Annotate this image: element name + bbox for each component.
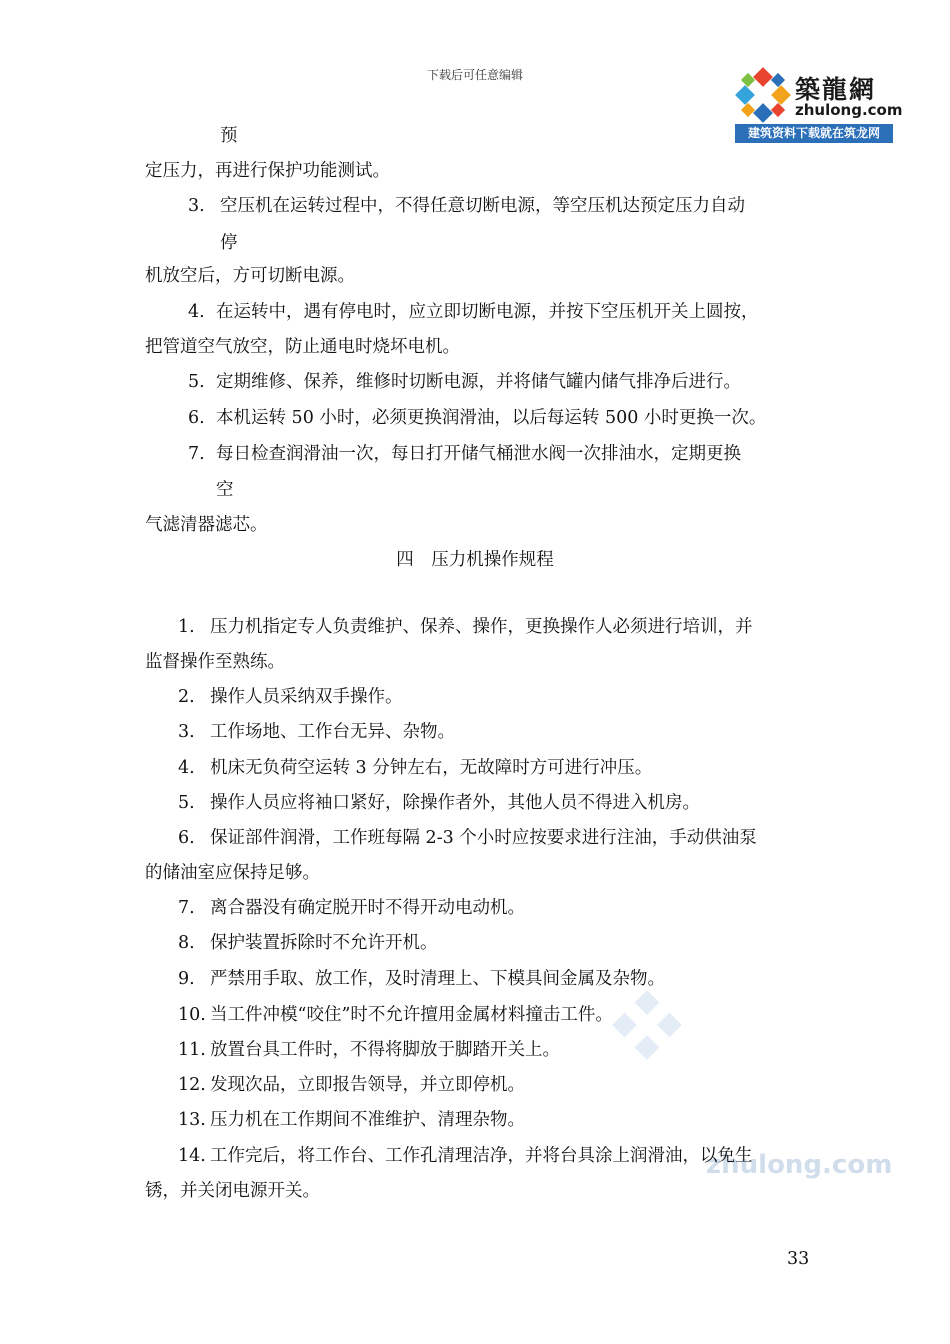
- list-item-number: 10.: [178, 1005, 206, 1025]
- list-item-number: 2.: [178, 687, 195, 707]
- text-line: 的储油室应保持足够。: [145, 863, 320, 883]
- page-number: 33: [787, 1249, 810, 1269]
- list-item-text: 保证部件润滑，工作班每隔 2-3 个小时应按要求进行注油，手动供油泵: [210, 828, 757, 848]
- watermark-text: zhulong.com: [706, 1150, 893, 1180]
- section-title: 四 压力机操作规程: [396, 550, 554, 570]
- list-item-text: 保护装置拆除时不允许开机。: [210, 933, 438, 953]
- list-item-text: 在运转中，遇有停电时，应立即切断电源，并按下空压机开关上圆按，: [216, 302, 759, 322]
- list-item-number: 8.: [178, 933, 195, 953]
- text-line: 机放空后，方可切断电源。: [145, 266, 355, 286]
- header-note: 下载后可任意编辑: [426, 68, 523, 82]
- list-item-text: 定期维修、保养，维修时切断电源，并将储气罐内储气排净后进行。: [216, 372, 741, 392]
- logo-domain: zhulong.com: [795, 101, 903, 119]
- list-item-number: 3.: [188, 196, 205, 216]
- text-line: 预: [220, 126, 238, 146]
- list-item-number: 12.: [178, 1075, 206, 1095]
- list-item-number: 6.: [178, 828, 195, 848]
- text-line: 空: [216, 480, 234, 500]
- list-item-number: 7.: [178, 898, 195, 918]
- text-line: 定压力，再进行保护功能测试。: [145, 161, 390, 181]
- text-line: 把管道空气放空，防止通电时烧坏电机。: [145, 337, 460, 357]
- list-item-number: 4.: [178, 758, 195, 778]
- list-item-text: 当工件冲模“咬住”时不允许擅用金属材料撞击工件。: [210, 1005, 613, 1025]
- list-item-text: 操作人员应将袖口紧好，除操作者外，其他人员不得进入机房。: [210, 793, 700, 813]
- list-item-text: 工作场地、工作台无异、杂物。: [210, 722, 455, 742]
- text-line: 监督操作至熟练。: [145, 652, 285, 672]
- text-line: 停: [220, 233, 238, 253]
- list-item-number: 4.: [188, 302, 205, 322]
- list-item-text: 压力机指定专人负责维护、保养、操作，更换操作人必须进行培训，并: [210, 617, 753, 637]
- text-line: 气滤清器滤芯。: [145, 515, 268, 535]
- list-item-number: 3.: [178, 722, 195, 742]
- list-item-text: 离合器没有确定脱开时不得开动电动机。: [210, 898, 525, 918]
- list-item-number: 11.: [178, 1040, 206, 1060]
- list-item-number: 6.: [188, 408, 205, 428]
- list-item-text: 放置台具工件时，不得将脚放于脚踏开关上。: [210, 1040, 560, 1060]
- list-item-number: 13.: [178, 1110, 206, 1130]
- list-item-text: 操作人员采纳双手操作。: [210, 687, 403, 707]
- list-item-text: 工作完后，将工作台、工作孔清理洁净，并将台具涂上润滑油，以免生: [210, 1146, 753, 1166]
- logo-slogan: 建筑资料下载就在筑龙网: [735, 124, 893, 143]
- list-item-text: 压力机在工作期间不准维护、清理杂物。: [210, 1110, 525, 1130]
- list-item-text: 每日检查润滑油一次，每日打开储气桶泄水阀一次排油水，定期更换: [216, 444, 741, 464]
- list-item-number: 7.: [188, 444, 205, 464]
- list-item-number: 9.: [178, 969, 195, 989]
- logo-name: 築龍網: [795, 75, 877, 104]
- text-line: 锈，并关闭电源开关。: [145, 1181, 320, 1201]
- list-item-text: 发现次品，立即报告领导，并立即停机。: [210, 1075, 525, 1095]
- list-item-number: 14.: [178, 1146, 206, 1166]
- list-item-text: 本机运转 50 小时，必须更换润滑油，以后每运转 500 小时更换一次。: [216, 408, 767, 428]
- list-item-number: 5.: [188, 372, 205, 392]
- list-item-number: 1.: [178, 617, 195, 637]
- list-item-text: 空压机在运转过程中，不得任意切断电源，等空压机达预定压力自动: [220, 196, 745, 216]
- list-item-text: 严禁用手取、放工作，及时清理上、下模具间金属及杂物。: [210, 969, 665, 989]
- list-item-number: 5.: [178, 793, 195, 813]
- list-item-text: 机床无负荷空运转 3 分钟左右，无故障时方可进行冲压。: [210, 758, 653, 778]
